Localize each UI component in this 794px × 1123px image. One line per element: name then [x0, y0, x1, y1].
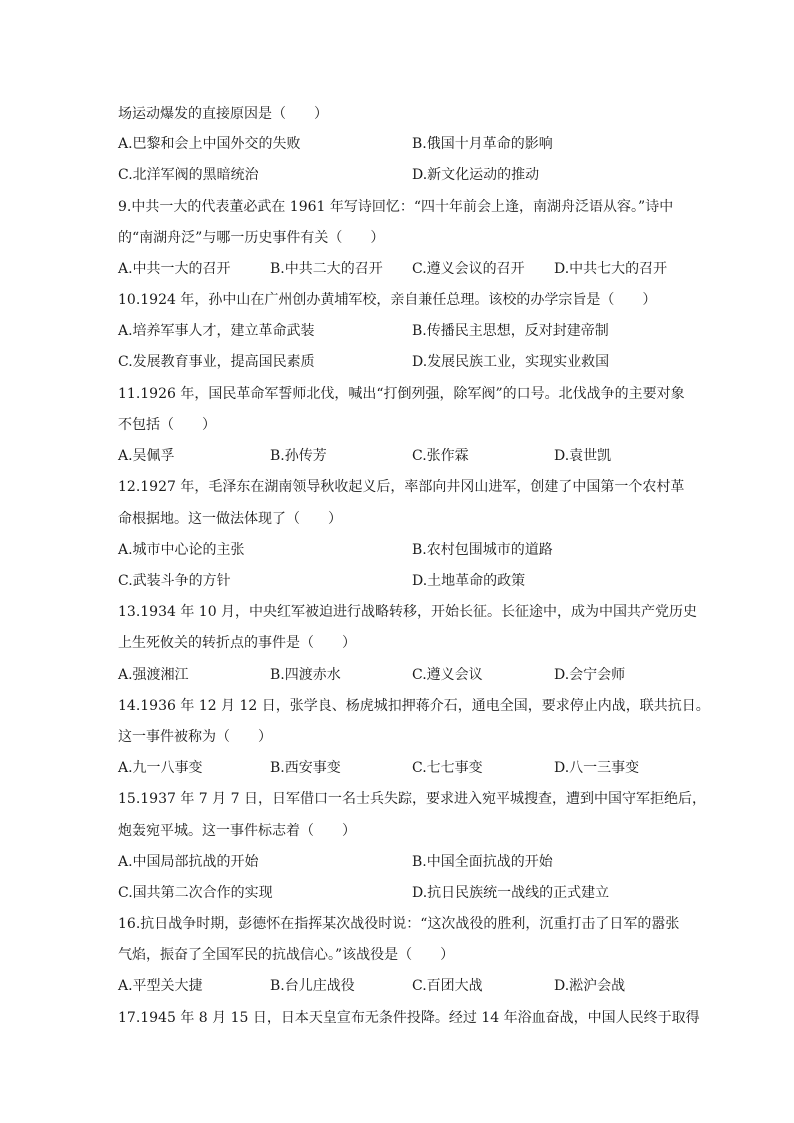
q16-option-b: B.台儿庄战役 [270, 978, 355, 994]
q13-option-b: B.四渡赤水 [270, 667, 341, 683]
q8-option-c: C.北洋军阀的黑暗统治 [118, 167, 259, 183]
q16-option-a: A.平型关大捷 [118, 978, 203, 994]
question-10-stem: 10.1924 年，孙中山在广州创办黄埔军校，亲自兼任总理。该校的办学宗旨是（ ） [118, 292, 657, 308]
q12-option-c: C.武装斗争的方针 [118, 573, 231, 589]
question-12-stem: 12.1927 年，毛泽东在湖南领导秋收起义后，率部向井冈山进军，创建了中国第一个农村革 [118, 479, 685, 495]
q11-option-b: B.孙传芳 [270, 448, 327, 464]
question-13-stem-cont: 上生死攸关的转折点的事件是（ ） [118, 635, 356, 651]
q10-option-b: B.传播民主思想，反对封建帝制 [412, 323, 609, 339]
question-9-stem: 9.中共一大的代表董必武在 1961 年写诗回忆：“四十年前会上逢，南湖舟泛语从容。”诗中 [118, 199, 674, 215]
q8-option-a: A.巴黎和会上中国外交的失败 [118, 136, 301, 152]
q12-option-a: A.城市中心论的主张 [118, 542, 245, 558]
q9-option-d: D.中共七大的召开 [554, 261, 668, 277]
question-16-stem-cont: 气焰，振奋了全国军民的抗战信心。”该战役是（ ） [118, 947, 455, 963]
q14-option-b: B.西安事变 [270, 760, 341, 776]
q15-option-a: A.中国局部抗战的开始 [118, 854, 259, 870]
q11-option-c: C.张作霖 [412, 448, 469, 464]
q9-option-a: A.中共一大的召开 [118, 261, 231, 277]
q15-option-c: C.国共第二次合作的实现 [118, 885, 273, 901]
q8-option-b: B.俄国十月革命的影响 [412, 136, 553, 152]
q13-option-c: C.遵义会议 [412, 667, 483, 683]
question-11-stem: 11.1926 年，国民革命军誓师北伐，喊出“打倒列强，除军阀”的口号。北伐战争的主要对象 [118, 386, 685, 402]
q15-option-d: D.抗日民族统一战线的正式建立 [412, 885, 610, 901]
q11-option-a: A.吴佩孚 [118, 448, 175, 464]
q14-option-c: C.七七事变 [412, 760, 483, 776]
q13-option-d: D.会宁会师 [554, 667, 626, 683]
q16-option-c: C.百团大战 [412, 978, 483, 994]
question-13-stem: 13.1934 年 10 月，中央红军被迫进行战略转移，开始长征。长征途中，成为中国共产党历史 [118, 604, 698, 620]
q11-option-d: D.袁世凯 [554, 448, 612, 464]
question-8-stem-end: 场运动爆发的直接原因是（ ） [118, 106, 328, 122]
question-15-stem-cont: 炮轰宛平城。这一事件标志着（ ） [118, 823, 356, 839]
q15-option-b: B.中国全面抗战的开始 [412, 854, 553, 870]
q10-option-a: A.培养军事人才，建立革命武装 [118, 323, 315, 339]
question-9-stem-cont: 的“南湖舟泛”与哪一历史事件有关（ ） [118, 230, 385, 246]
q14-option-d: D.八一三事变 [554, 760, 640, 776]
q14-option-a: A.九一八事变 [118, 760, 203, 776]
question-15-stem: 15.1937 年 7 月 7 日，日军借口一名士兵失踪，要求进入宛平城搜查，遭到中国守军拒绝后， [118, 791, 706, 807]
q10-option-c: C.发展教育事业，提高国民素质 [118, 354, 315, 370]
question-16-stem: 16.抗日战争时期，彭德怀在指挥某次战役时说：“这次战役的胜利，沉重打击了日军的嚣张 [118, 916, 680, 932]
question-11-stem-cont: 不包括（ ） [118, 417, 216, 433]
q10-option-d: D.发展民族工业，实现实业救国 [412, 354, 610, 370]
q13-option-a: A.强渡湘江 [118, 667, 189, 683]
q9-option-c: C.遵义会议的召开 [412, 261, 525, 277]
q12-option-d: D.土地革命的政策 [412, 573, 526, 589]
q9-option-b: B.中共二大的召开 [270, 261, 383, 277]
question-14-stem-cont: 这一事件被称为（ ） [118, 729, 272, 745]
q16-option-d: D.淞沪会战 [554, 978, 626, 994]
q8-option-d: D.新文化运动的推动 [412, 167, 540, 183]
question-17-stem: 17.1945 年 8 月 15 日，日本天皇宣布无条件投降。经过 14 年浴血奋战，中国人民终于取得 [118, 1010, 700, 1026]
question-14-stem: 14.1936 年 12 月 12 日，张学良、杨虎城扣押蒋介石，通电全国，要求停止内战，联共抗日。 [118, 698, 710, 714]
question-12-stem-cont: 命根据地。这一做法体现了（ ） [118, 511, 342, 527]
q12-option-b: B.农村包围城市的道路 [412, 542, 553, 558]
